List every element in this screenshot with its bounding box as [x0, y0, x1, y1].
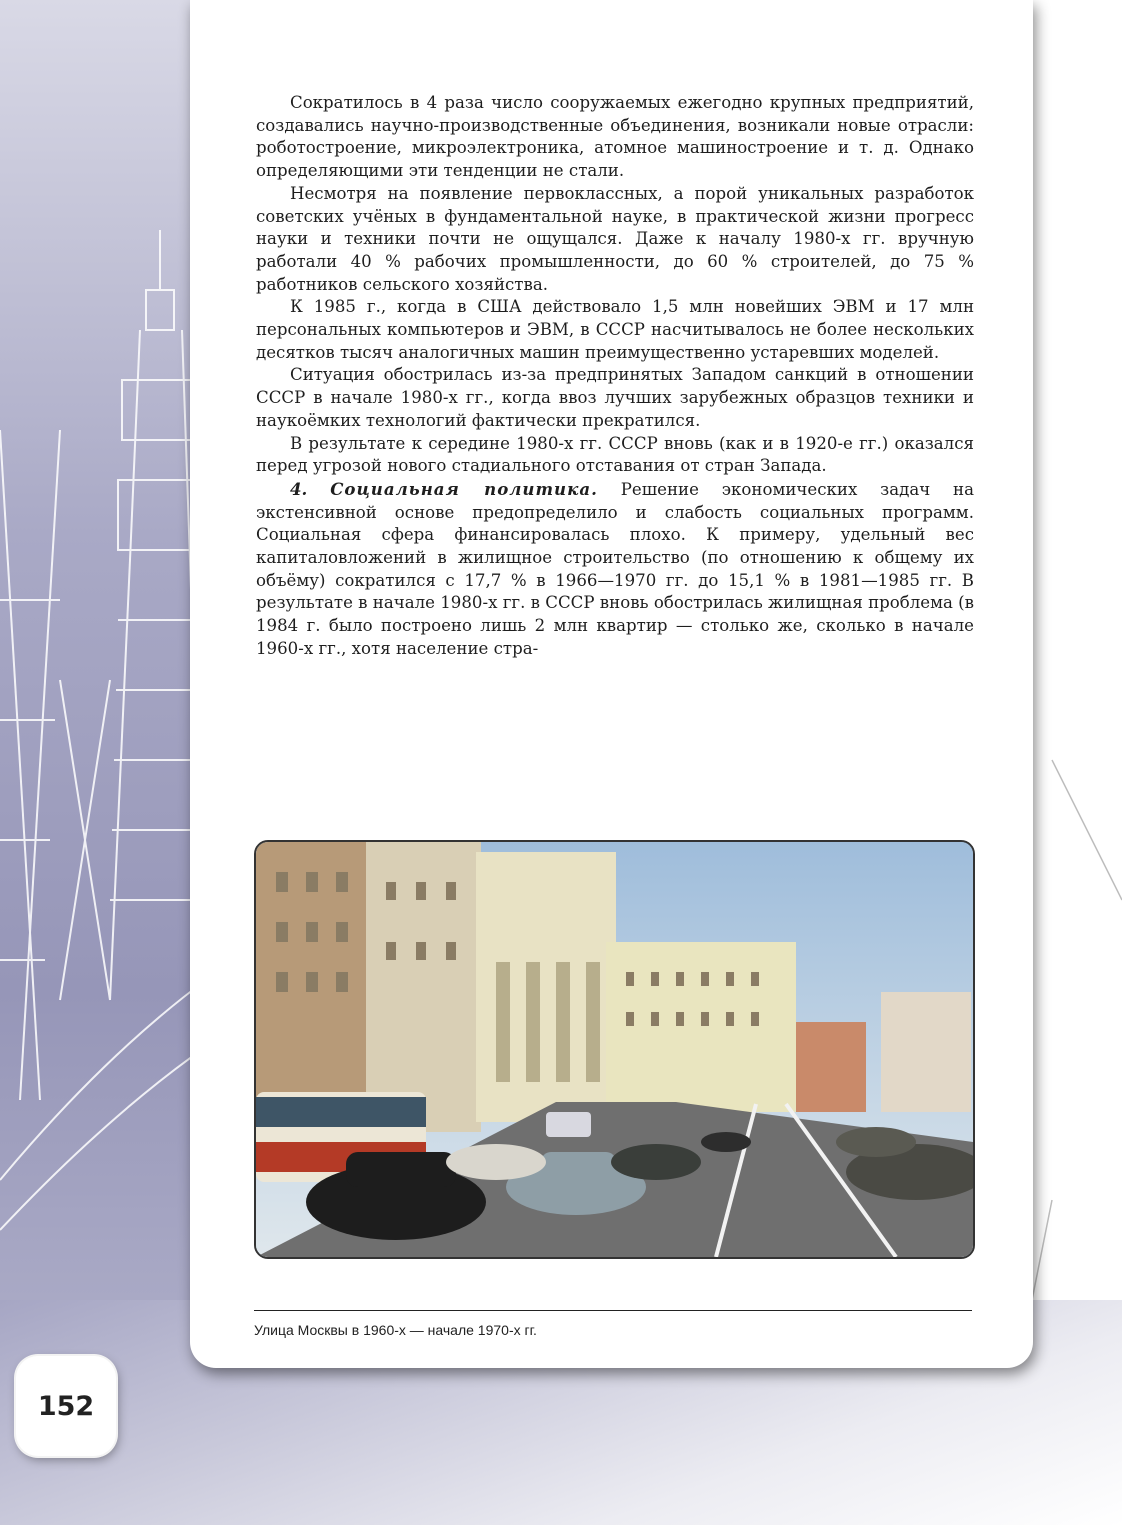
section-title: Социальная политика. [330, 478, 598, 499]
figure-caption: Улица Москвы в 1960-х — начале 1970-х гг. [254, 1322, 537, 1338]
page-number-badge [16, 1356, 116, 1456]
page-number: 152 [37, 1390, 95, 1422]
paragraph: В результате к середине 1980-х гг. СССР вновь (как и в 1920-е гг.) оказался перед угрозой нового стадиального отставания от стран Запада. [256, 433, 974, 476]
page-card [190, 0, 1033, 1368]
section-number: 4. [290, 478, 308, 499]
section-paragraph [256, 478, 974, 661]
caption-rule [254, 1310, 972, 1311]
street-photo [254, 840, 975, 1259]
street-photo-illustration [256, 842, 973, 1257]
paragraph: К 1985 г., когда в США действовало 1,5 млн новейших ЭВМ и 17 млн персональных компьютеров и ЭВМ, в СССР насчитывалось не более нескольких десятков тысяч аналогичных машин преимущественно устаревших моделей. [256, 297, 974, 362]
paragraph: Несмотря на появление первоклассных, а порой уникальных разработок советских учёных в фундаментальной науке, в практической жизни прогресс науки и техники почти не ощущался. Даже к началу 1980-х гг. вручную работали 40 % рабочих промышленности, до 60 % строителей, до 75 % работников сельского хозяйства. [256, 183, 974, 294]
section-text: Решение экономических задач на экстенсивной основе предопределило и слабость социальных программ. Социальная сфера финансировалась плохо. К примеру, удельный вес капиталовложений в жилищное строительство (по отношению к общему их объёму) сократился с 17,7 % в 1966—1970 гг. до 15,1 % в 1981—1985 гг. В результате в начале 1980-х гг. в СССР вновь обострилась жилищная проблема (в 1984 г. было построено лишь 2 млн квартир — столько же, сколько в начале 1960-х гг., хотя население стра- [256, 479, 974, 658]
paragraph: Сократилось в 4 раза число сооружаемых ежегодно крупных предприятий, создавались научно-производственные объединения, возникали новые отрасли: роботостроение, микроэлектроника, атомное машиностроение и т. д. Однако определяющими эти тенденции не стали. [256, 93, 974, 181]
paragraph: Ситуация обострилась из-за предпринятых Западом санкций в отношении СССР в начале 1980-х гг., когда ввоз лучших зарубежных образцов техники и наукоёмких технологий фактически прекратился. [256, 365, 974, 430]
body-text [256, 92, 974, 661]
page-fold-lines [1032, 0, 1122, 1525]
